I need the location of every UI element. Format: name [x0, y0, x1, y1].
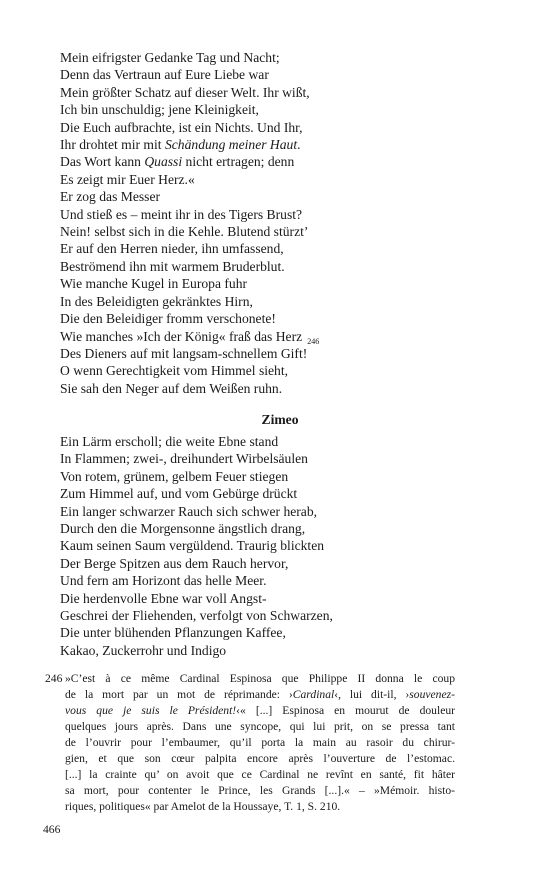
- verse-line: In Flammen; zwei-, dreihundert Wirbelsäulen: [60, 451, 308, 467]
- footnote: [45, 671, 455, 815]
- verse-line: Nein! selbst sich in die Kehle. Blutend stürzt’: [60, 224, 309, 240]
- footnote-line: de l’ouvrir pour l’embaumer, qu’il porta la main au rasoir du chirur-: [65, 736, 455, 749]
- footnote-line: [65, 687, 455, 703]
- footnote-text-run: de la mort par un mot de réprimande: ›: [65, 688, 293, 701]
- verse-text: nicht ertragen; denn: [182, 154, 295, 170]
- section-title: Zimeo: [261, 412, 299, 427]
- verse-line: Die Euch aufbrachte, ist ein Nichts. Und Ihr,: [60, 119, 303, 135]
- verse-line: Zum Himmel auf, und vom Gebürge drückt: [60, 486, 298, 502]
- verse-line: Mein größter Schatz auf dieser Welt. Ihr wißt,: [60, 84, 310, 100]
- footnote-line: [...] la crainte qu’ on avoit que ce Cardinal ne revînt en santé, fit hâter: [65, 768, 455, 781]
- verse-line: Durch den die Morgensonne ängstlich drang,: [60, 521, 306, 537]
- verse-line: Und stieß es – meint ihr in des Tigers Brust?: [60, 206, 303, 222]
- footnote-italic-run: Cardinal: [292, 688, 335, 701]
- footnote-line: riques, politiques« par Amelot de la Houssaye, T. 1, S. 210.: [65, 800, 341, 813]
- verse-text: Ihr drohtet mir mit: [60, 137, 165, 153]
- verse-line: In des Beleidigten gekränktes Hirn,: [60, 293, 253, 309]
- verse-line: Wie manche Kugel in Europa fuhr: [60, 276, 248, 292]
- footnote-text-run: ‹, lui dit-il, ›: [334, 688, 410, 701]
- verse-italic-text: Quassi: [144, 154, 183, 170]
- verse-line: Sie sah den Neger auf dem Weißen ruhn.: [60, 380, 283, 396]
- verse-text: Des Dieners auf mit langsam-schnellem Gift!: [60, 345, 308, 361]
- footnote-italic-run: vous que je suis le Président!: [65, 704, 237, 717]
- verse-line: Kaum seinen Saum vergüldend. Traurig blickten: [60, 538, 325, 554]
- verse-block-1: [60, 49, 500, 397]
- verse-line: O wenn Gerechtigkeit vom Himmel sieht,: [60, 363, 289, 379]
- verse-text: .: [297, 137, 301, 153]
- footnote-text: [65, 671, 455, 815]
- verse-italic-text: Schändung meiner Haut: [164, 137, 298, 153]
- verse-line: Geschrei der Fliehenden, verfolgt von Schwarzen,: [60, 608, 333, 624]
- verse-line: Ein langer schwarzer Rauch sich schwer herab,: [60, 503, 318, 519]
- footnote-italic-run: souvenez-: [409, 688, 455, 701]
- verse-line: Wie manches »Ich der König« fraß das Herz: [60, 328, 303, 344]
- footnote-line: sa mort, pour contenter le Prince, les Grands [...].« – »Mémoir. histo-: [65, 784, 455, 797]
- verse-line: Er auf den Herren nieder, ihn umfassend,: [60, 241, 284, 257]
- verse-block-2: [60, 433, 500, 659]
- verse-line: Mein eifrigster Gedanke Tag und Nacht;: [60, 50, 280, 65]
- verse-line: Ein Lärm erscholl; die weite Ebne stand: [60, 434, 279, 449]
- verse-text: Das Wort kann: [60, 154, 145, 170]
- verse-line: Die den Beleidiger fromm verschonete!: [60, 311, 276, 327]
- verse-line: Von rotem, grünem, gelbem Feuer stiegen: [60, 468, 289, 484]
- verse-line: [60, 136, 500, 153]
- verse-line: Und fern am Horizont das helle Meer.: [60, 573, 267, 589]
- footnote-reference[interactable]: 246: [307, 336, 320, 346]
- footnote-line: [65, 703, 455, 719]
- verse-line: Die herdenvolle Ebne war voll Angst-: [60, 590, 267, 606]
- footnote-text-run: ‹« [...] Espinosa en mourut de douleur: [236, 704, 455, 717]
- verse-line: [60, 153, 500, 170]
- page-number: 466: [43, 823, 61, 836]
- verse-line: Kakao, Zuckerrohr und Indigo: [60, 642, 227, 658]
- footnote-number: 246: [45, 672, 63, 685]
- verse-line: Die unter blühenden Pflanzungen Kaffee,: [60, 625, 286, 641]
- footnote-line: quelques jours après. Dans une syncope, qui lui prit, on se pressa tant: [65, 720, 455, 733]
- verse-line: Ich bin unschuldig; jene Kleinigkeit,: [60, 102, 259, 118]
- footnote-line: »C’est à ce même Cardinal Espinosa que Philippe II donna le coup: [65, 672, 455, 685]
- verse-line: Es zeigt mir Euer Herz.«: [60, 171, 195, 187]
- verse-line: Denn das Vertraun auf Eure Liebe war: [60, 67, 269, 83]
- verse-line: Der Berge Spitzen aus dem Rauch hervor,: [60, 555, 289, 571]
- footnote-line: gien, et que son cœur palpita encore après l’ouverture de l’estomac.: [65, 752, 455, 765]
- verse-line: Beströmend ihn mit warmem Bruderblut.: [60, 258, 285, 274]
- verse-line: Er zog das Messer: [60, 189, 161, 205]
